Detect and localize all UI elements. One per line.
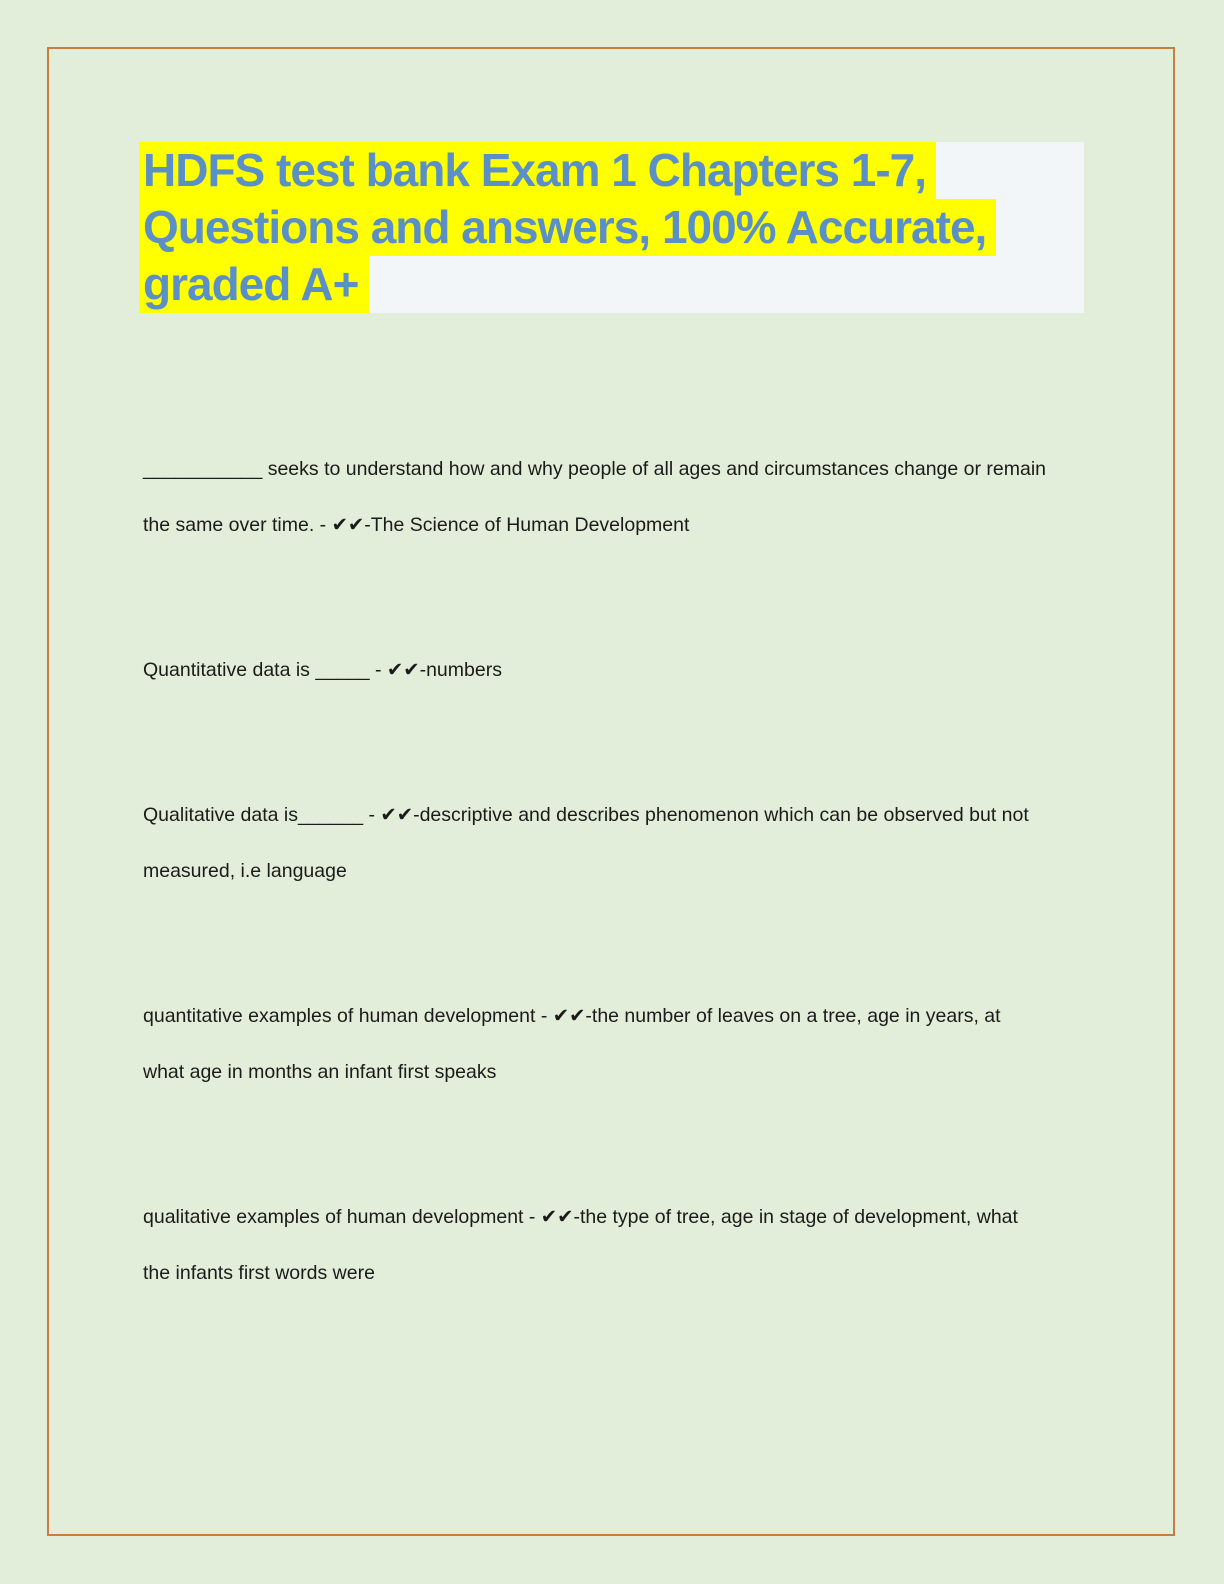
title-line [139,199,1084,256]
qa-text-line: Quantitative data is _____ - ✔✔-numbers [143,659,502,681]
document-title [139,142,1084,313]
qa-item [143,803,1084,915]
qa-item [143,1004,1084,1116]
qa-item [143,457,1084,569]
title-highlight: graded A+ [139,256,369,313]
qa-text-line: the infants first words were [143,1262,375,1284]
title-highlight: HDFS test bank Exam 1 Chapters 1-7, [139,142,936,199]
title-line [139,256,1084,313]
qa-text-line: qualitative examples of human development - ✔✔-the type of tree, age in stage of development, what [143,1206,1018,1228]
title-line [139,142,1084,199]
document-content [139,142,1084,1317]
qa-item [143,658,1084,714]
title-box [139,142,1084,313]
qa-text-line: measured, i.e language [143,860,347,882]
qa-text-line: Qualitative data is______ - ✔✔-descriptive and describes phenomenon which can be observed but not [143,804,1029,826]
qa-text-line: what age in months an infant first speaks [143,1061,497,1083]
qa-text-line: the same over time. - ✔✔-The Science of Human Development [143,514,690,536]
qa-text-line: ___________ seeks to understand how and why people of all ages and circumstances change or remain [143,458,1047,480]
qa-item [143,1205,1084,1317]
qa-list [139,457,1084,1317]
qa-text-line: quantitative examples of human development - ✔✔-the number of leaves on a tree, age in years, at [143,1005,1001,1027]
title-highlight: Questions and answers, 100% Accurate, [139,199,996,256]
